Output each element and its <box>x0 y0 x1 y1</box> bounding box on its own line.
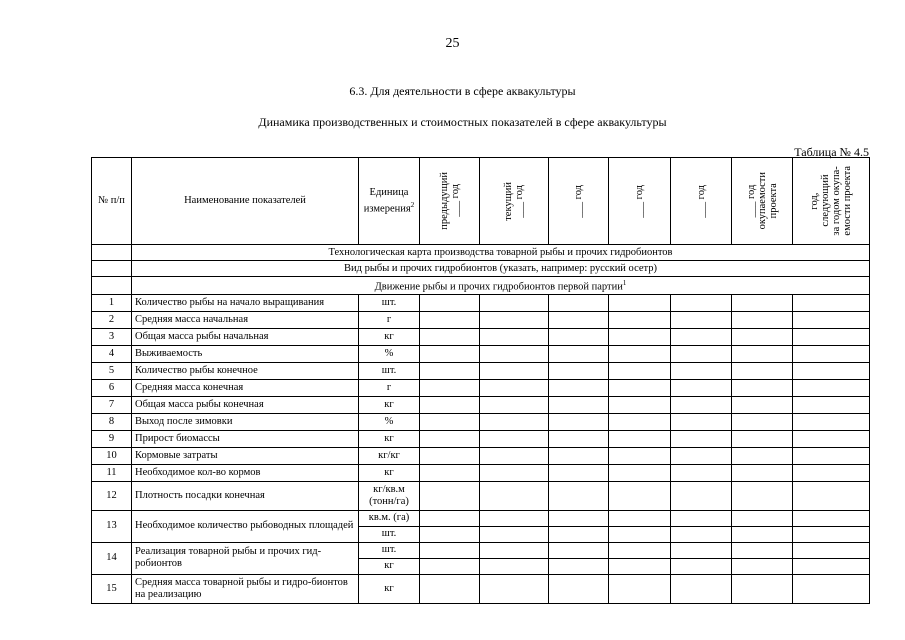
value-cell[interactable] <box>793 362 870 379</box>
value-cell[interactable] <box>549 574 609 603</box>
year-header-text <box>634 185 645 218</box>
value-cell[interactable] <box>420 558 480 574</box>
value-cell[interactable] <box>732 379 793 396</box>
value-cell[interactable] <box>480 396 549 413</box>
unit-cell: кг <box>359 558 420 574</box>
table-row <box>92 362 870 379</box>
value-cell[interactable] <box>732 294 793 311</box>
value-cell[interactable] <box>671 430 732 447</box>
value-cell[interactable] <box>549 362 609 379</box>
table-row <box>92 481 870 510</box>
row-number: 4 <box>92 345 132 362</box>
value-cell[interactable] <box>609 464 671 481</box>
table-row <box>92 311 870 328</box>
year-header-line: предыдущий <box>438 172 450 230</box>
value-cell[interactable] <box>671 558 732 574</box>
indicator-name: Средняя масса начальная <box>132 311 359 328</box>
indicator-name: Количество рыбы на начало выращивания <box>132 294 359 311</box>
merged-row <box>92 261 870 277</box>
unit-cell: кг <box>359 396 420 413</box>
header-year-prev <box>420 158 480 245</box>
value-cell[interactable] <box>793 413 870 430</box>
value-cell[interactable] <box>480 328 549 345</box>
row-number: 12 <box>92 481 132 510</box>
value-cell[interactable] <box>549 430 609 447</box>
header-num: № п/п <box>92 158 132 245</box>
value-cell[interactable] <box>732 464 793 481</box>
value-cell[interactable] <box>671 294 732 311</box>
value-cell[interactable] <box>420 311 480 328</box>
value-cell[interactable] <box>609 413 671 430</box>
value-cell[interactable] <box>549 345 609 362</box>
unit-cell: кг/кг <box>359 447 420 464</box>
indicator-name: Плотность посадки конечная <box>132 481 359 510</box>
table-row <box>92 413 870 430</box>
value-cell[interactable] <box>420 362 480 379</box>
merged-row-spacer <box>92 277 132 295</box>
value-cell[interactable] <box>420 430 480 447</box>
value-cell[interactable] <box>793 526 870 542</box>
table-row <box>92 574 870 603</box>
value-cell[interactable] <box>609 345 671 362</box>
unit-cell: шт. <box>359 526 420 542</box>
header-year-5 <box>671 158 732 245</box>
header-name: Наименование показателей <box>132 158 359 245</box>
table-row <box>92 294 870 311</box>
value-cell[interactable] <box>732 510 793 526</box>
value-cell[interactable] <box>609 328 671 345</box>
value-cell[interactable] <box>671 345 732 362</box>
value-cell[interactable] <box>480 379 549 396</box>
unit-cell: кг <box>359 430 420 447</box>
row-number: 10 <box>92 447 132 464</box>
indicator-name: Выход после зимовки <box>132 413 359 430</box>
indicator-name: Средняя масса товарной рыбы и гидро-бионтов на реализацию <box>132 574 359 603</box>
value-cell[interactable] <box>671 542 732 558</box>
value-cell[interactable] <box>732 362 793 379</box>
value-cell[interactable] <box>732 447 793 464</box>
value-cell[interactable] <box>732 481 793 510</box>
table-row <box>92 464 870 481</box>
value-cell[interactable] <box>480 447 549 464</box>
year-header-line: следующий <box>820 174 831 228</box>
value-cell[interactable] <box>793 510 870 526</box>
unit-cell: шт. <box>359 542 420 558</box>
value-cell[interactable] <box>549 396 609 413</box>
value-cell[interactable] <box>480 481 549 510</box>
indicators-table <box>91 157 870 604</box>
value-cell[interactable] <box>793 558 870 574</box>
year-header-line: ___ год <box>695 184 707 218</box>
row-number: 3 <box>92 328 132 345</box>
year-header-line: емости проекта <box>842 166 853 236</box>
page-number: 25 <box>445 36 460 51</box>
table-row <box>92 510 870 526</box>
value-cell[interactable] <box>793 481 870 510</box>
value-cell[interactable] <box>480 558 549 574</box>
value-cell[interactable] <box>549 481 609 510</box>
value-cell[interactable] <box>480 311 549 328</box>
value-cell[interactable] <box>609 542 671 558</box>
merged-row-label <box>132 245 870 261</box>
value-cell[interactable] <box>793 294 870 311</box>
value-cell[interactable] <box>609 379 671 396</box>
value-cell[interactable] <box>671 362 732 379</box>
year-header-line: ___ год <box>449 184 461 218</box>
year-header-text <box>439 172 461 230</box>
value-cell[interactable] <box>549 447 609 464</box>
value-cell[interactable] <box>420 542 480 558</box>
value-cell[interactable] <box>480 464 549 481</box>
table-row <box>92 447 870 464</box>
value-cell[interactable] <box>549 413 609 430</box>
value-cell[interactable] <box>609 396 671 413</box>
value-cell[interactable] <box>671 413 732 430</box>
value-cell[interactable] <box>420 526 480 542</box>
header-year-current <box>480 158 549 245</box>
value-cell[interactable] <box>549 379 609 396</box>
value-cell[interactable] <box>671 574 732 603</box>
value-cell[interactable] <box>609 481 671 510</box>
header-year-4 <box>609 158 671 245</box>
indicator-name: Средняя масса конечная <box>132 379 359 396</box>
value-cell[interactable] <box>609 362 671 379</box>
merged-row-text: Движение рыбы и прочих гидробионтов первой партии <box>374 281 623 293</box>
value-cell[interactable] <box>420 447 480 464</box>
year-header-line: ___ год <box>514 184 525 218</box>
unit-cell: г <box>359 379 420 396</box>
indicator-name: Прирост биомассы <box>132 430 359 447</box>
merged-row <box>92 245 870 261</box>
value-cell[interactable] <box>793 379 870 396</box>
unit-cell: % <box>359 345 420 362</box>
header-unit: Единица измерения$^2$ <box>359 158 420 245</box>
value-cell[interactable] <box>609 430 671 447</box>
merged-row-label <box>132 277 870 295</box>
indicator-name: Необходимое кол-во кормов <box>132 464 359 481</box>
unit-cell: шт. <box>359 362 420 379</box>
indicator-name: Выживаемость <box>132 345 359 362</box>
value-cell[interactable] <box>609 311 671 328</box>
year-header-line: ___ год <box>573 184 584 218</box>
value-cell[interactable] <box>732 558 793 574</box>
table-row <box>92 328 870 345</box>
value-cell[interactable] <box>480 362 549 379</box>
row-number: 6 <box>92 379 132 396</box>
year-header-line: год, <box>809 192 820 210</box>
merged-row-text: Вид рыбы и прочих гидробионтов (указать, например: русский осетр) <box>344 262 657 274</box>
value-cell[interactable] <box>793 574 870 603</box>
value-cell[interactable] <box>793 345 870 362</box>
unit-cell: % <box>359 413 420 430</box>
value-cell[interactable] <box>549 526 609 542</box>
value-cell[interactable] <box>420 510 480 526</box>
footnote-marker: 1 <box>622 279 627 287</box>
value-cell[interactable] <box>671 526 732 542</box>
unit-cell: кг <box>359 574 420 603</box>
value-cell[interactable] <box>480 413 549 430</box>
row-number: 14 <box>92 542 132 574</box>
value-cell[interactable] <box>420 481 480 510</box>
header-year-payback <box>732 158 793 245</box>
value-cell[interactable] <box>732 413 793 430</box>
value-cell[interactable] <box>671 464 732 481</box>
unit-cell: кг/кв.м (тонн/га) <box>359 481 420 510</box>
value-cell[interactable] <box>732 526 793 542</box>
indicator-name: Общая масса рыбы начальная <box>132 328 359 345</box>
row-number: 5 <box>92 362 132 379</box>
year-header-text <box>746 172 779 229</box>
year-header-line: ___ год <box>745 184 757 218</box>
value-cell[interactable] <box>732 311 793 328</box>
value-cell[interactable] <box>793 447 870 464</box>
value-cell[interactable] <box>480 345 549 362</box>
value-cell[interactable] <box>420 345 480 362</box>
merged-row-spacer <box>92 245 132 261</box>
value-cell[interactable] <box>549 510 609 526</box>
value-cell[interactable] <box>671 510 732 526</box>
value-cell[interactable] <box>480 574 549 603</box>
value-cell[interactable] <box>420 294 480 311</box>
row-number: 8 <box>92 413 132 430</box>
unit-cell: шт. <box>359 294 420 311</box>
value-cell[interactable] <box>793 396 870 413</box>
indicator-name: Количество рыбы конечное <box>132 362 359 379</box>
value-cell[interactable] <box>480 510 549 526</box>
row-number: 2 <box>92 311 132 328</box>
year-header-line: текущий <box>503 181 514 221</box>
merged-row-text: Технологическая карта производства товарной рыбы и прочих гидробионтов <box>328 246 673 258</box>
value-cell[interactable] <box>549 558 609 574</box>
value-cell[interactable] <box>732 574 793 603</box>
year-header-line: ___ год <box>634 184 645 218</box>
value-cell[interactable] <box>480 294 549 311</box>
value-cell[interactable] <box>549 464 609 481</box>
year-header-text <box>809 166 853 236</box>
value-cell[interactable] <box>671 447 732 464</box>
row-number: 1 <box>92 294 132 311</box>
value-cell[interactable] <box>609 294 671 311</box>
value-cell[interactable] <box>793 464 870 481</box>
value-cell[interactable] <box>671 379 732 396</box>
indicator-name: Реализация товарной рыбы и прочих гид-робионтов <box>132 542 359 574</box>
section-title: 6.3. Для деятельности в сфере аквакультуры <box>349 84 576 98</box>
value-cell[interactable] <box>549 294 609 311</box>
year-header-text <box>573 185 584 218</box>
value-cell[interactable] <box>609 510 671 526</box>
value-cell[interactable] <box>793 311 870 328</box>
value-cell[interactable] <box>793 542 870 558</box>
value-cell[interactable] <box>732 345 793 362</box>
unit-cell: кг <box>359 328 420 345</box>
table-row <box>92 430 870 447</box>
value-cell[interactable] <box>671 311 732 328</box>
value-cell[interactable] <box>549 542 609 558</box>
value-cell[interactable] <box>420 464 480 481</box>
value-cell[interactable] <box>793 328 870 345</box>
value-cell[interactable] <box>671 396 732 413</box>
header-year-3 <box>549 158 609 245</box>
row-number: 9 <box>92 430 132 447</box>
value-cell[interactable] <box>609 447 671 464</box>
year-header-line: окупаемости <box>756 172 768 230</box>
value-cell[interactable] <box>609 574 671 603</box>
value-cell[interactable] <box>732 396 793 413</box>
value-cell[interactable] <box>609 558 671 574</box>
row-number: 7 <box>92 396 132 413</box>
indicator-name: Необходимое количество рыбоводных площадей <box>132 510 359 542</box>
table-label: Таблица № 4.5 <box>794 145 869 159</box>
value-cell[interactable] <box>671 481 732 510</box>
value-cell[interactable] <box>793 430 870 447</box>
value-cell[interactable] <box>420 574 480 603</box>
table-row <box>92 396 870 413</box>
unit-cell: г <box>359 311 420 328</box>
value-cell[interactable] <box>480 542 549 558</box>
value-cell[interactable] <box>732 430 793 447</box>
value-cell[interactable] <box>420 413 480 430</box>
value-cell[interactable] <box>732 328 793 345</box>
value-cell[interactable] <box>480 430 549 447</box>
year-header-line: за годом окупа- <box>831 166 842 236</box>
year-header-text <box>503 182 525 221</box>
table-subtitle: Динамика производственных и стоимостных показателей в сфере аквакультуры <box>258 115 667 129</box>
value-cell[interactable] <box>609 526 671 542</box>
table-row <box>92 379 870 396</box>
value-cell[interactable] <box>671 328 732 345</box>
header-year-after-payback <box>793 158 870 245</box>
unit-cell: кв.м. (га) <box>359 510 420 526</box>
merged-row-label <box>132 261 870 277</box>
row-number: 13 <box>92 510 132 542</box>
row-number: 11 <box>92 464 132 481</box>
row-number: 15 <box>92 574 132 603</box>
value-cell[interactable] <box>480 526 549 542</box>
table-row <box>92 345 870 362</box>
indicator-name: Общая масса рыбы конечная <box>132 396 359 413</box>
year-header-text <box>696 185 707 218</box>
merged-row-spacer <box>92 261 132 277</box>
unit-cell: кг <box>359 464 420 481</box>
year-header-line: проекта <box>767 183 779 219</box>
value-cell[interactable] <box>549 311 609 328</box>
indicator-name: Кормовые затраты <box>132 447 359 464</box>
table-row <box>92 542 870 558</box>
value-cell[interactable] <box>420 379 480 396</box>
value-cell[interactable] <box>420 328 480 345</box>
value-cell[interactable] <box>549 328 609 345</box>
value-cell[interactable] <box>732 542 793 558</box>
value-cell[interactable] <box>420 396 480 413</box>
merged-row <box>92 277 870 295</box>
